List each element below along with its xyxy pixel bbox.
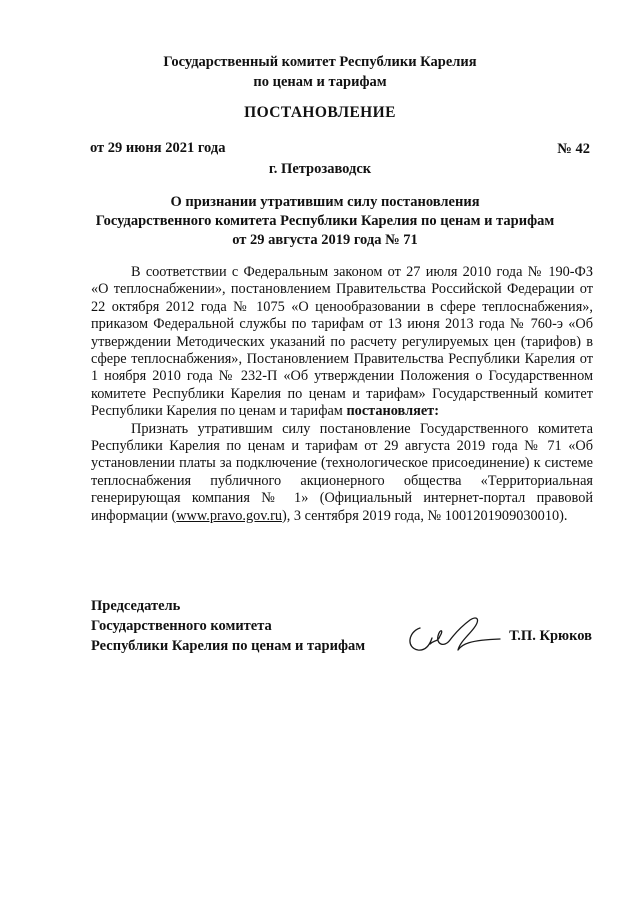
title-line2: Государственного комитета Республики Карелия по ценам и тарифам	[95, 213, 555, 229]
pravo-gov-link[interactable]: www.pravo.gov.ru	[176, 507, 282, 524]
resolution-text-end: ), 3 сентября 2019 года, № 1001201909030010).	[281, 507, 568, 524]
title-line1: О признании утратившим силу постановления	[170, 194, 480, 210]
handwritten-signature	[400, 606, 510, 656]
preamble-text: В соответствии с Федеральным законом от 27 июля 2010 года № 190-ФЗ «О теплоснабжении», постановлением Правительства Российской Федерации от 22 октября 2012 года № 1075 «О ценообразовании в сфере теплоснабжения», приказом Федеральной службы по тарифам от 13 июня 2013 года № 760-э «Об утверждении Методических указаний по расчету регулируемых цен (тарифов) в сфере теплоснабжения», Постановлением Правительства Республики Карелия от 1 ноября 2010 года № 232-П «Об утверждении Положения о Государственном комитете Республики Карелия по ценам и тарифам» Государственный комитет Республики Карелия по ценам и тарифам	[91, 264, 593, 420]
signer-position-line1: Председатель	[91, 598, 181, 614]
signer-position-line2: Государственного комитета	[91, 618, 272, 634]
signer-name: Т.П. Крюков	[509, 628, 592, 644]
resolution-text: Признать утратившим силу постановление Государственного комитета Республики Карелия по ценам и тарифам от 29 августа 2019 года № 71 «Об установлении платы за подключение (технологическое присоединение) к системе теплоснабжения публичного акционерного общества «Территориальная генерирующая компания № 1» (Официальный интернет-портал правовой информации (	[91, 420, 593, 524]
resolves-keyword: постановляет:	[346, 403, 439, 420]
preamble-paragraph	[91, 264, 593, 421]
issuer-name-line1: Государственный комитет Республики Карелия	[163, 54, 477, 70]
issuer-header	[0, 52, 640, 92]
signer-block	[91, 596, 365, 656]
document-number: № 42	[557, 141, 590, 157]
document-date: от 29 июня 2021 года	[90, 140, 226, 156]
document-type: ПОСТАНОВЛЕНИЕ	[244, 104, 396, 121]
resolution-paragraph	[91, 421, 593, 525]
title-line3: от 29 августа 2019 года № 71	[232, 232, 418, 248]
issuer-name-line2: по ценам и тарифам	[253, 74, 387, 90]
document-title	[60, 193, 590, 250]
signer-position-line3: Республики Карелия по ценам и тарифам	[91, 638, 366, 654]
document-body	[91, 264, 593, 525]
document-city: г. Петрозаводск	[268, 161, 372, 177]
